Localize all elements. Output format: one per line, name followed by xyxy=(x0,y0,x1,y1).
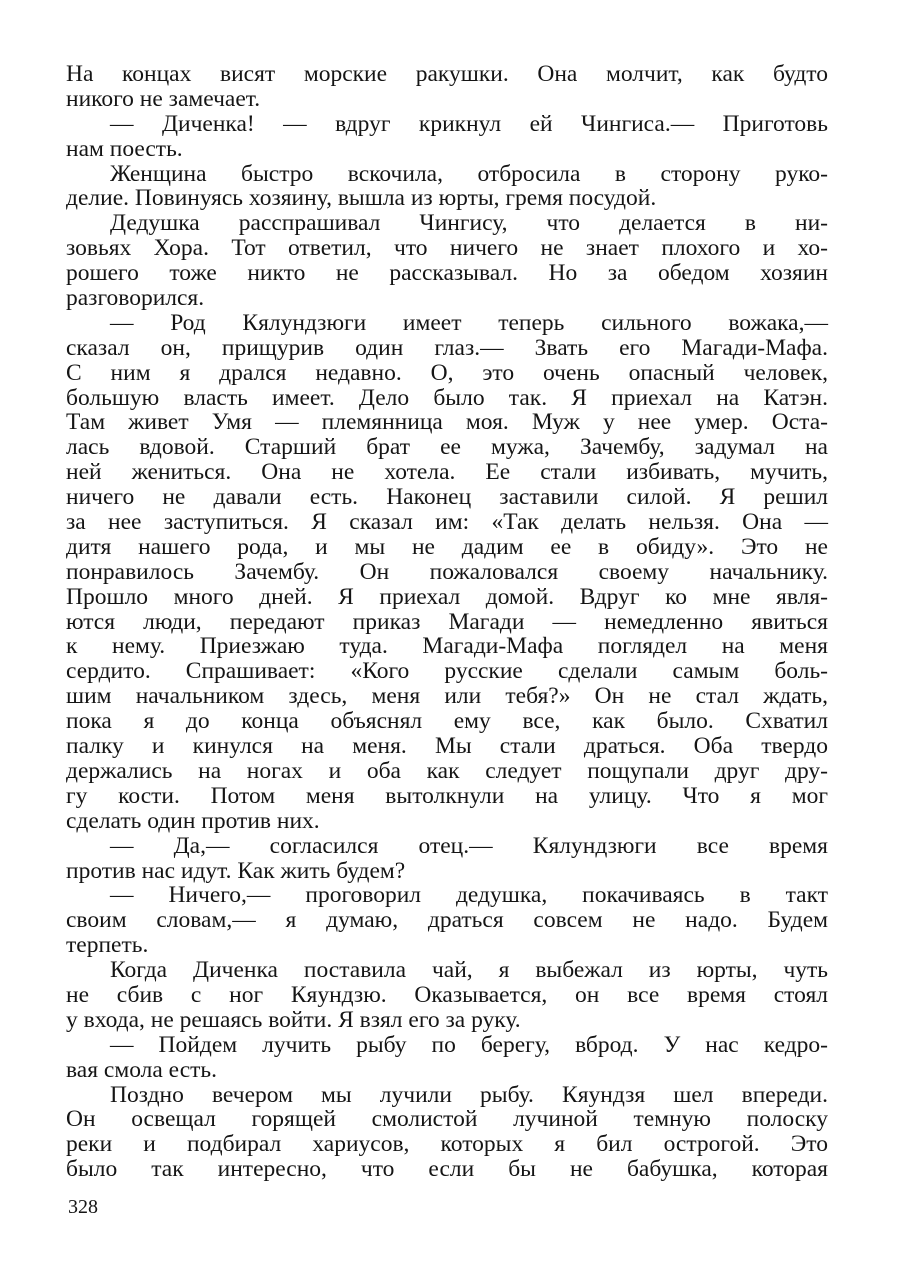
text-line: палку и кинулся на меня. Мы стали драться. Оба твердо xyxy=(66,733,828,760)
text-line: Женщина быстро вскочила, отбросила в сторону руко- xyxy=(110,160,828,187)
text-line: рошего тоже никто не рассказывал. Но за обедом хозяин xyxy=(66,260,828,287)
text-line: реки и подбирал хариусов, которых я бил острогой. Это xyxy=(66,1131,828,1158)
paragraph xyxy=(66,958,828,1033)
paragraph xyxy=(66,211,828,311)
text-line: сказал он, прищурив один глаз.— Звать его Магади-Мафа. xyxy=(66,334,828,361)
text-line: — Род Кялундзюги имеет теперь сильного вожака,— xyxy=(110,309,828,336)
page-number: 328 xyxy=(68,1196,98,1218)
text-line: дитя нашего рода, и мы не дадим ее в обиду». Это не xyxy=(66,533,828,560)
text-line: за нее заступиться. Я сказал им: «Так делать нельзя. Она — xyxy=(66,509,828,536)
paragraph xyxy=(66,112,828,162)
text-line: Поздно вечером мы лучили рыбу. Кяундзя шел впереди. xyxy=(110,1081,828,1108)
text-line: ней жениться. Она не хотела. Ее стали избивать, мучить, xyxy=(66,459,828,486)
text-line: своим словам,— я думаю, драться совсем не надо. Будем xyxy=(66,907,828,934)
text-line: понравилось Зачембу. Он пожаловался своему начальнику. xyxy=(66,558,828,585)
text-line: не сбив с ног Кяундзю. Оказывается, он все время стоял xyxy=(66,981,828,1008)
text-line: — Да,— согласился отец.— Кялундзюги все время xyxy=(110,832,828,859)
text-line: делие. Повинуясь хозяину, вышла из юрты, гремя посудой. xyxy=(66,185,657,212)
text-line: С ним я дрался недавно. О, это очень опасный человек, xyxy=(66,359,828,386)
paragraph xyxy=(66,834,828,884)
text-line: нам поесть. xyxy=(66,135,183,162)
book-page xyxy=(66,62,828,1182)
text-line: ничего не давали есть. Наконец заставили силой. Я решил xyxy=(66,484,828,511)
paragraph xyxy=(66,1083,828,1183)
text-line: — Ничего,— проговорил дедушка, покачиваясь в такт xyxy=(110,882,828,909)
text-line: большую власть имеет. Дело было так. Я приехал на Катэн. xyxy=(66,384,828,411)
text-line: Прошло много дней. Я приехал домой. Вдруг ко мне явля- xyxy=(66,583,828,610)
text-line: — Диченка! — вдруг крикнул ей Чингиса.— Приготовь xyxy=(110,110,828,137)
text-line: Он освещал горящей смолистой лучиной темную полоску xyxy=(66,1106,828,1133)
text-line: было так интересно, что если бы не бабушка, которая xyxy=(66,1156,828,1183)
text-line: пока я до конца объяснял ему все, как было. Схватил xyxy=(66,708,828,735)
text-line: против нас идут. Как жить будем? xyxy=(66,857,406,884)
text-line: — Пойдем лучить рыбу по берегу, вброд. У нас кедро- xyxy=(110,1031,828,1058)
text-line: у входа, не решаясь войти. Я взял его за руку. xyxy=(66,1006,521,1033)
text-line: разговорился. xyxy=(66,285,205,312)
text-line: гу кости. Потом меня вытолкнули на улицу. Что я мог xyxy=(66,782,828,809)
text-line: ются люди, передают приказ Магади — немедленно явиться xyxy=(66,608,828,635)
text-line: Там живет Умя — племянница моя. Муж у нее умер. Оста- xyxy=(66,409,828,436)
text-line: лась вдовой. Старший брат ее мужа, Зачембу, задумал на xyxy=(66,434,828,461)
text-line: сердито. Спрашивает: «Кого русские сделали самым боль- xyxy=(66,658,828,685)
text-line: На концах висят морские ракушки. Она молчит, как будто xyxy=(66,61,828,87)
text-line: шим начальником здесь, меня или тебя?» Он не стал ждать, xyxy=(66,683,828,710)
paragraph xyxy=(66,62,828,112)
text-line: Дедушка расспрашивал Чингису, что делается в ни- xyxy=(110,210,828,237)
paragraph xyxy=(66,311,828,834)
paragraph xyxy=(66,1033,828,1083)
text-line: сделать один против них. xyxy=(66,807,320,834)
text-line: зовьях Хора. Тот ответил, что ничего не знает плохого и хо- xyxy=(66,235,828,262)
paragraph xyxy=(66,162,828,212)
text-line: вая смола есть. xyxy=(66,1056,217,1083)
text-line: никого не замечает. xyxy=(66,85,261,112)
text-line: терпеть. xyxy=(66,932,149,959)
text-line: держались на ногах и оба как следует пощупали друг дру- xyxy=(66,757,828,784)
text-line: Когда Диченка поставила чай, я выбежал из юрты, чуть xyxy=(110,957,828,984)
page-text xyxy=(66,62,828,1182)
text-line: к нему. Приезжаю туда. Магади-Мафа поглядел на меня xyxy=(66,633,828,660)
paragraph xyxy=(66,883,828,958)
